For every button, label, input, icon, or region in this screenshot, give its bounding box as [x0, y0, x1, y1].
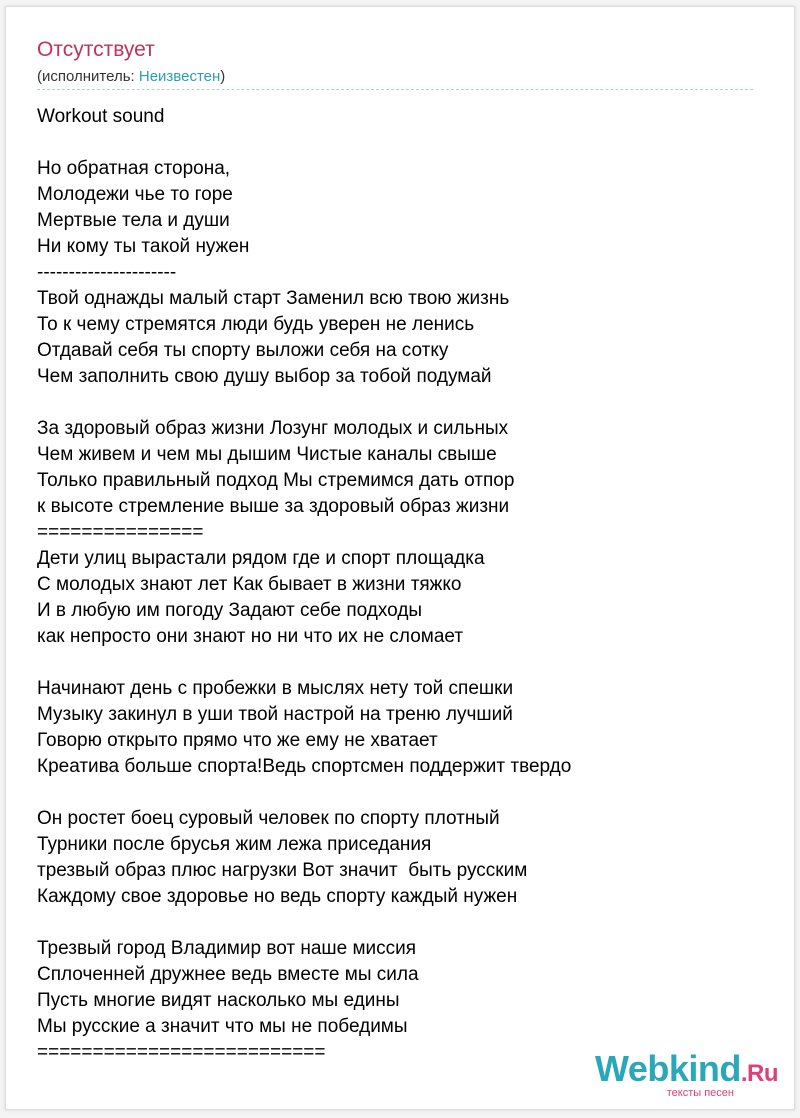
lyric-line: Но обратная сторона,	[37, 158, 231, 179]
lyric-line: к высоте стремление выше за здоровый образ жизни	[37, 496, 510, 517]
lyric-line: То к чему стремятся люди будь уверен не ленись	[37, 314, 475, 335]
artist-link[interactable]: Неизвестен	[138, 68, 221, 85]
lyric-line: Workout sound	[37, 106, 165, 127]
lyric-line: Турники после брусья жим лежа приседания	[37, 834, 432, 855]
lyric-line: как непросто они знают но ни что их не сломает	[37, 626, 464, 647]
logo-tagline: тексты песен	[666, 1087, 734, 1099]
logo-main-text: Webkind	[594, 1048, 741, 1089]
lyric-line: Только правильный подход Мы стремимся дать отпор	[37, 470, 515, 491]
lyric-line: ----------------------	[37, 262, 177, 283]
artist-prefix: (исполнитель:	[37, 68, 139, 85]
lyric-line: Музыку закинул в уши твой настрой на треню лучший	[37, 704, 513, 725]
artist-line	[37, 67, 757, 87]
header-divider	[37, 89, 753, 90]
lyrics-body	[37, 104, 777, 1066]
lyric-line	[37, 650, 777, 676]
lyric-line: Креатива больше спорта!Ведь спортсмен поддержит твердо	[37, 756, 572, 777]
lyric-line: Он ростет боец суровый человек по спорту плотный	[37, 808, 500, 829]
lyric-line: Чем живем и чем мы дышим Чистые каналы свыше	[37, 444, 497, 465]
lyric-line: ==========================	[37, 1042, 326, 1063]
lyric-line: ===============	[37, 522, 204, 543]
song-title: Отсутствует	[37, 38, 155, 61]
webkind-logo[interactable]	[595, 1050, 778, 1099]
lyric-line: Мертвые тела и души	[37, 210, 230, 231]
lyric-line	[37, 390, 777, 416]
lyric-line: Ни кому ты такой нужен	[37, 236, 250, 257]
lyric-line: Сплоченней дружнее ведь вместе мы сила	[37, 964, 419, 985]
lyric-line	[37, 130, 777, 156]
lyric-line: Мы русские а значит что мы не победимы	[37, 1016, 408, 1037]
lyric-line	[37, 910, 777, 936]
artist-suffix: )	[220, 68, 226, 85]
lyric-line: Трезвый город Владимир вот наше миссия	[37, 938, 417, 959]
lyric-line: За здоровый образ жизни Лозунг молодых и сильных	[37, 418, 509, 439]
logo-tld: .Ru	[740, 1060, 778, 1087]
lyric-line: Чем заполнить свою душу выбор за тобой подумай	[37, 366, 492, 387]
lyric-line: И в любую им погоду Задают себе подходы	[37, 600, 423, 621]
lyric-line: Пусть многие видят насколько мы едины	[37, 990, 400, 1011]
lyric-line: Дети улиц вырастали рядом где и спорт площадка	[37, 548, 485, 569]
lyric-line: С молодых знают лет Как бывает в жизни тяжко	[37, 574, 462, 595]
lyric-line: Отдавай себя ты спорту выложи себя на сотку	[37, 340, 449, 361]
lyric-line: Твой однажды малый старт Заменил всю твою жизнь	[37, 288, 510, 309]
lyric-line	[37, 780, 777, 806]
song-header	[37, 36, 757, 87]
lyric-line: Молодежи чье то горе	[37, 184, 233, 205]
lyric-line: Каждому свое здоровье но ведь спорту каждый нужен	[37, 886, 518, 907]
lyric-line: Начинают день с пробежки в мыслях нету той спешки	[37, 678, 514, 699]
lyric-line: Говорю открыто прямо что же ему не хватает	[37, 730, 438, 751]
lyric-line: трезвый образ плюс нагрузки Вот значит быть русским	[37, 860, 528, 881]
